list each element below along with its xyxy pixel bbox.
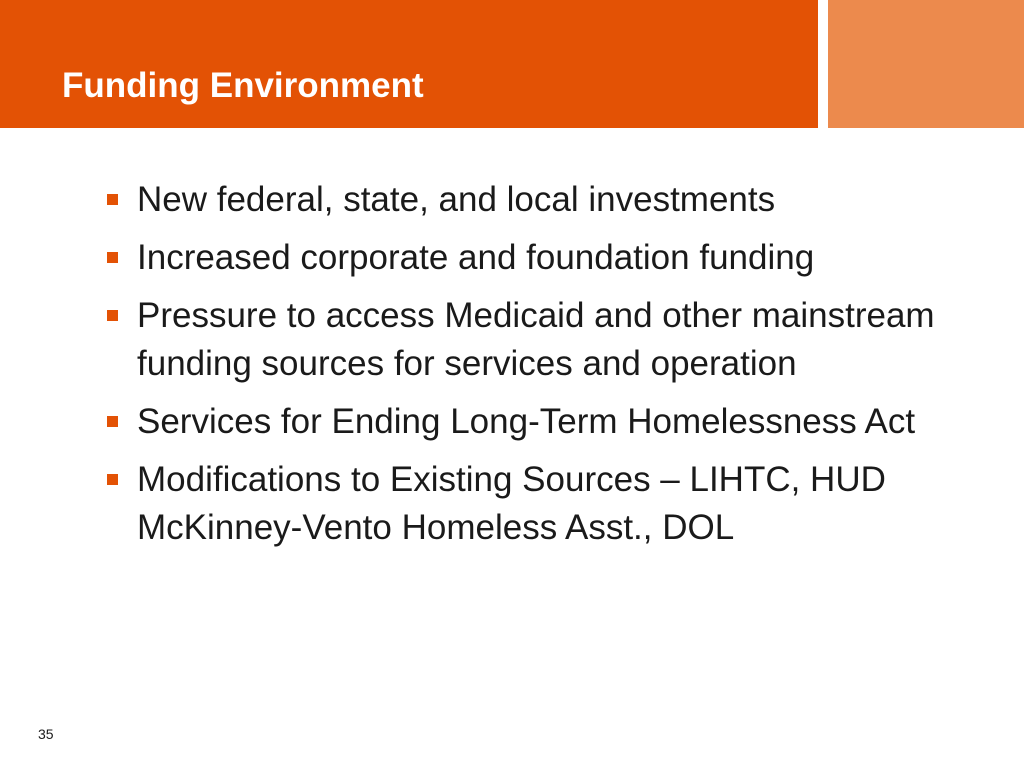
bullet-item bbox=[137, 398, 967, 446]
bullet-item bbox=[137, 234, 967, 282]
bullet-list bbox=[0, 176, 1024, 562]
bullet-item bbox=[137, 176, 967, 224]
bullet-text: Pressure to access Medicaid and other mainstream funding sources for services and operation bbox=[137, 296, 935, 383]
bullet-item bbox=[137, 456, 967, 552]
bullet-text: Increased corporate and foundation funding bbox=[137, 238, 815, 277]
page-number: 35 bbox=[38, 726, 54, 742]
square-bullet-icon bbox=[107, 416, 118, 427]
square-bullet-icon bbox=[107, 474, 118, 485]
bullet-text: New federal, state, and local investments bbox=[137, 180, 776, 219]
square-bullet-icon bbox=[107, 194, 118, 205]
square-bullet-icon bbox=[107, 310, 118, 321]
bullet-item bbox=[137, 292, 967, 388]
square-bullet-icon bbox=[107, 252, 118, 263]
title-banner-accent bbox=[828, 0, 1024, 128]
slide-title: Funding Environment bbox=[62, 66, 424, 105]
bullet-text: Modifications to Existing Sources – LIHTC, HUD McKinney-Vento Homeless Asst., DOL bbox=[137, 460, 886, 547]
bullet-text: Services for Ending Long-Term Homelessness Act bbox=[137, 402, 916, 441]
